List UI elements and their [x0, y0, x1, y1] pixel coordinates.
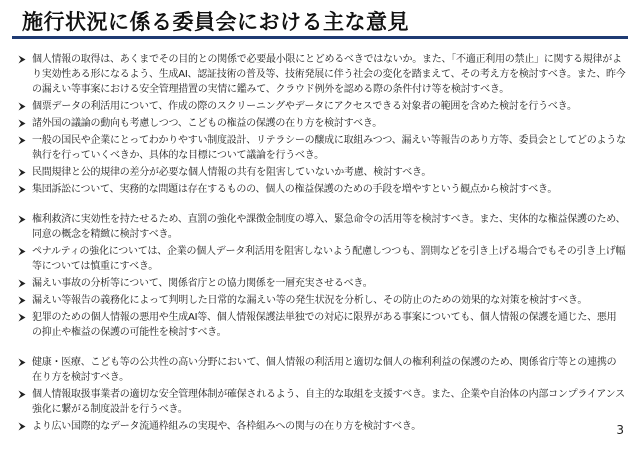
- page-number: 3: [616, 423, 624, 437]
- opinion-group: [18, 52, 626, 197]
- opinion-text: より広い国際的なデータ流通枠組みの実現や、各枠組みへの関与の在り方を検討すべき。: [32, 421, 421, 432]
- arrowhead-bullet-icon: [18, 419, 32, 434]
- opinion-item: [18, 116, 626, 131]
- arrowhead-bullet-icon: [18, 276, 32, 291]
- opinion-text: 犯罪のための個人情報の悪用や生成AI等、個人情報保護法単独での対応に限界がある事案についても、個人情報の保護を通じた、悪用の抑止や権益の保護の可能性を検討すべき。: [32, 312, 617, 338]
- arrowhead-bullet-icon: [18, 310, 32, 325]
- arrowhead-bullet-icon: [18, 182, 32, 197]
- arrowhead-bullet-icon: [18, 212, 32, 227]
- title-divider: [12, 36, 628, 39]
- opinion-group: [18, 212, 626, 340]
- opinion-text: 個人情報取扱事業者の適切な安全管理体制が確保されるよう、自主的な取組を支援すべき。また、企業や自治体の内部コンプライアンス強化に繋がる制度設計を行うべき。: [32, 389, 625, 415]
- opinion-item: [18, 133, 626, 163]
- arrowhead-bullet-icon: [18, 52, 32, 67]
- arrowhead-bullet-icon: [18, 355, 32, 370]
- opinion-text: 漏えい事故の分析等について、関係省庁との協力関係を一層充実させるべき。: [32, 278, 373, 289]
- opinion-text: 諸外国の議論の動向も考慮しつつ、こどもの権益の保護の在り方を検討すべき。: [32, 118, 382, 129]
- page-title: 施行状況に係る委員会における主な意見: [22, 10, 409, 34]
- opinion-group: [18, 355, 626, 434]
- opinion-text: 集団訴訟について、実務的な問題は存在するものの、個人の権益保護のための手段を増やすという観点から検討すべき。: [32, 184, 558, 195]
- opinion-item: [18, 212, 626, 242]
- opinion-text: ペナルティの強化については、企業の個人データ利活用を阻害しないよう配慮しつつも、罰則などを引き上げる場合でもその引き上げ幅等については慎重にすべき。: [32, 246, 626, 272]
- opinion-text: 個票データの利活用について、作成の際のスクリーニングやデータにアクセスできる対象者の範囲を含めた検討を行うべき。: [32, 101, 577, 112]
- opinion-item: [18, 355, 626, 385]
- arrowhead-bullet-icon: [18, 244, 32, 259]
- opinion-item: [18, 244, 626, 274]
- arrowhead-bullet-icon: [18, 293, 32, 308]
- opinion-item: [18, 293, 626, 308]
- arrowhead-bullet-icon: [18, 99, 32, 114]
- opinion-text: 漏えい等報告の義務化によって判明した日常的な漏えい等の発生状況を分析し、その防止のための効果的な対策を検討すべき。: [32, 295, 588, 306]
- opinion-text: 一般の国民や企業にとってわかりやすい制度設計、リテラシーの醸成に取組みつつ、漏えい等報告のあり方等、委員会としてどのような執行を行っていくべきか、具体的な目標について議論を行うべき。: [32, 135, 626, 161]
- opinion-text: 権利救済に実効性を持たせるため、直罰の強化や課徴金制度の導入、緊急命令の活用等を検討すべき。また、実体的な権益保護のため、同意の概念を精緻に検討すべき。: [32, 214, 626, 240]
- opinion-text: 健康・医療、こども等の公共性の高い分野において、個人情報の利活用と適切な個人の権利利益の保護のため、関係省庁等との連携の在り方を検討すべき。: [32, 357, 617, 383]
- arrowhead-bullet-icon: [18, 387, 32, 402]
- arrowhead-bullet-icon: [18, 116, 32, 131]
- opinion-item: [18, 165, 626, 180]
- opinion-item: [18, 419, 626, 434]
- arrowhead-bullet-icon: [18, 165, 32, 180]
- opinion-text: 個人情報の取得は、あくまでその目的との関係で必要最小限にとどめるべきではないか。また、「不適正利用の禁止」に関する規律がより実効性ある形になるよう、生成AI、認証技術の普及等、技術発展に伴う社会の変化を踏まえて、その考え方を検討すべき。また、昨今の漏えい等事案における安全管理措置の実情に鑑みて、クラウド例外を認める際の条件付け等を検討すべき。: [32, 54, 626, 95]
- opinion-item: [18, 310, 626, 340]
- arrowhead-bullet-icon: [18, 133, 32, 148]
- opinion-text: 民間規律と公的規律の差分が必要な個人情報の共有を阻害していないか考慮、検討すべき。: [32, 167, 432, 178]
- opinion-list: [18, 52, 626, 449]
- opinion-item: [18, 387, 626, 417]
- opinion-item: [18, 182, 626, 197]
- opinion-item: [18, 276, 626, 291]
- opinion-item: [18, 52, 626, 97]
- opinion-item: [18, 99, 626, 114]
